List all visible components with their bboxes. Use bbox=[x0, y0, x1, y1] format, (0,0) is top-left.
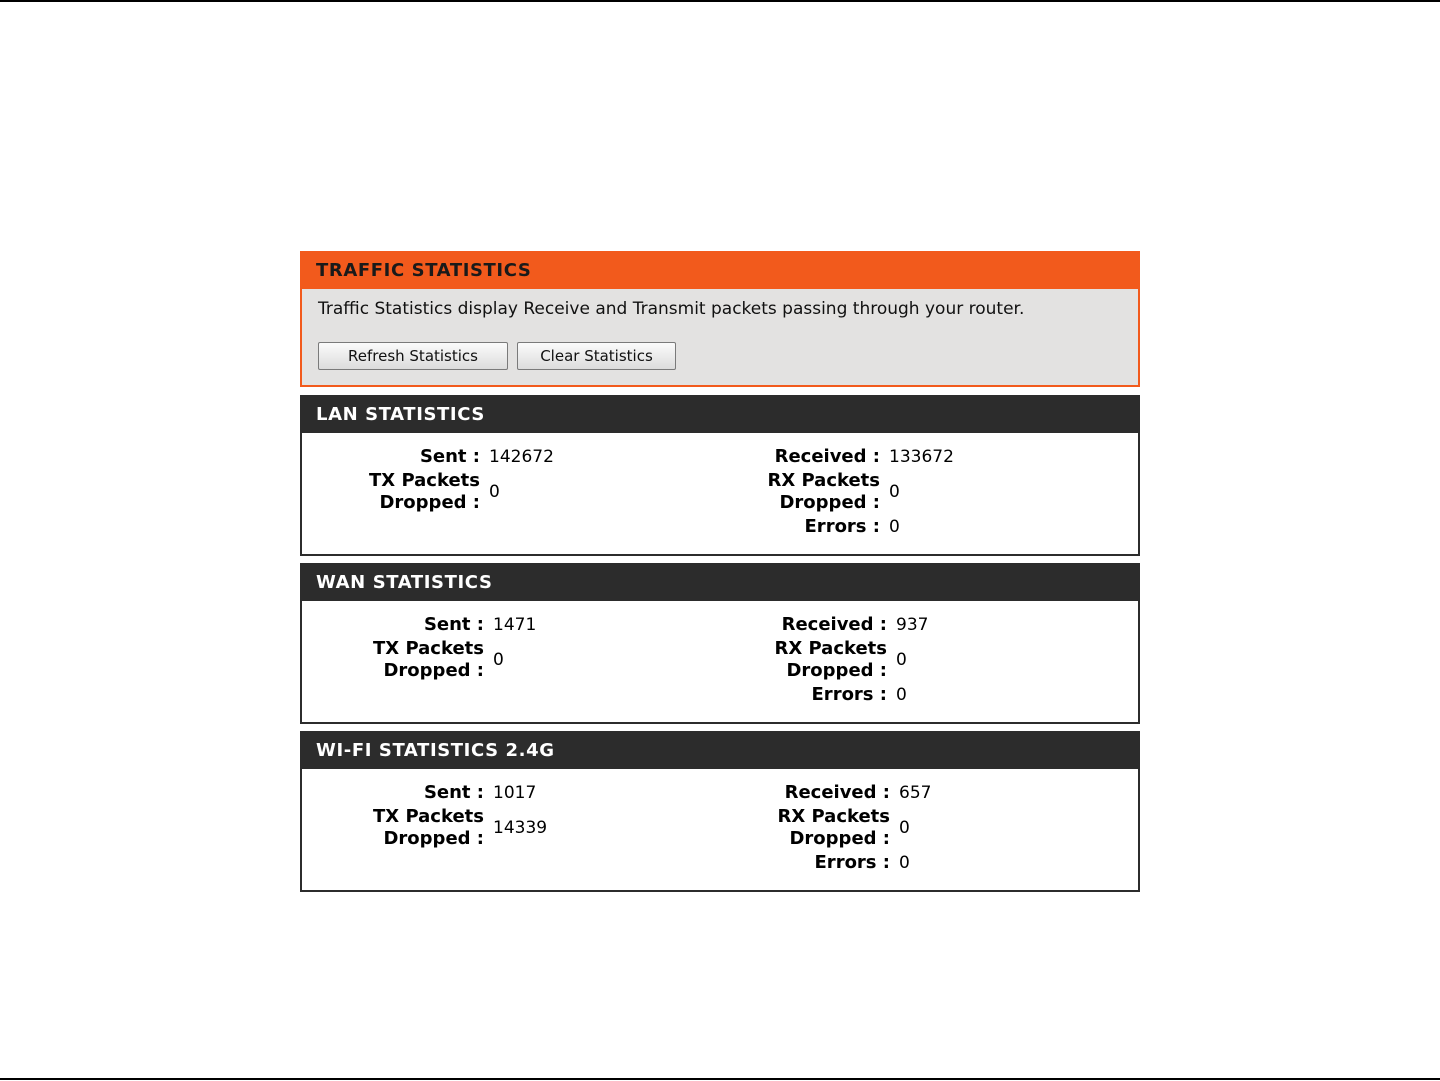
wan-received-value: 937 bbox=[896, 615, 929, 635]
traffic-statistics-description: Traffic Statistics display Receive and Transmit packets passing through your router. bbox=[318, 299, 1025, 319]
top-rule bbox=[0, 0, 1440, 2]
traffic-statistics-title: TRAFFIC STATISTICS bbox=[300, 251, 1140, 289]
lan-received-value: 133672 bbox=[889, 447, 954, 467]
rx-packets-label-line1: RX Packets bbox=[774, 638, 887, 659]
wan-sent-value: 1471 bbox=[493, 615, 537, 635]
received-label: Received : bbox=[774, 446, 880, 467]
wifi-sent-value: 1017 bbox=[493, 783, 537, 803]
tx-packets-label-line2: Dropped : bbox=[379, 492, 480, 513]
wan-statistics-panel bbox=[300, 563, 1140, 724]
sent-label: Sent : bbox=[423, 782, 484, 803]
rx-packets-label-line1: RX Packets bbox=[777, 806, 890, 827]
wan-statistics-title: WAN STATISTICS bbox=[300, 563, 1140, 601]
wan-rx-dropped-value: 0 bbox=[896, 650, 907, 670]
traffic-statistics-panel bbox=[300, 251, 1140, 387]
sent-label: Sent : bbox=[419, 446, 480, 467]
rx-packets-label-line1: RX Packets bbox=[767, 470, 880, 491]
bottom-rule bbox=[0, 1078, 1440, 1080]
errors-label: Errors : bbox=[811, 684, 887, 705]
tx-packets-label-line1: TX Packets bbox=[373, 638, 484, 659]
rx-packets-label-line2: Dropped : bbox=[789, 828, 890, 849]
tx-packets-label-line2: Dropped : bbox=[383, 828, 484, 849]
wifi-statistics-panel bbox=[300, 731, 1140, 892]
lan-tx-dropped-value: 0 bbox=[489, 482, 500, 502]
wifi-received-value: 657 bbox=[899, 783, 932, 803]
wan-errors-value: 0 bbox=[896, 685, 907, 705]
lan-rx-dropped-value: 0 bbox=[889, 482, 900, 502]
tx-packets-label-line1: TX Packets bbox=[373, 806, 484, 827]
received-label: Received : bbox=[781, 614, 887, 635]
received-label: Received : bbox=[784, 782, 890, 803]
lan-statistics-panel bbox=[300, 395, 1140, 556]
wifi-rx-dropped-value: 0 bbox=[899, 818, 910, 838]
tx-packets-label-line1: TX Packets bbox=[369, 470, 480, 491]
errors-label: Errors : bbox=[804, 516, 880, 537]
lan-statistics-title: LAN STATISTICS bbox=[300, 395, 1140, 433]
errors-label: Errors : bbox=[814, 852, 890, 873]
wifi-statistics-title: WI-FI STATISTICS 2.4G bbox=[300, 731, 1140, 769]
clear-statistics-button[interactable]: Clear Statistics bbox=[517, 342, 676, 370]
wan-tx-dropped-value: 0 bbox=[493, 650, 504, 670]
sent-label: Sent : bbox=[423, 614, 484, 635]
rx-packets-label-line2: Dropped : bbox=[786, 660, 887, 681]
refresh-statistics-button[interactable]: Refresh Statistics bbox=[318, 342, 508, 370]
tx-packets-label-line2: Dropped : bbox=[383, 660, 484, 681]
wifi-tx-dropped-value: 14339 bbox=[493, 818, 548, 838]
lan-errors-value: 0 bbox=[889, 517, 900, 537]
rx-packets-label-line2: Dropped : bbox=[779, 492, 880, 513]
wifi-errors-value: 0 bbox=[899, 853, 910, 873]
lan-sent-value: 142672 bbox=[489, 447, 554, 467]
